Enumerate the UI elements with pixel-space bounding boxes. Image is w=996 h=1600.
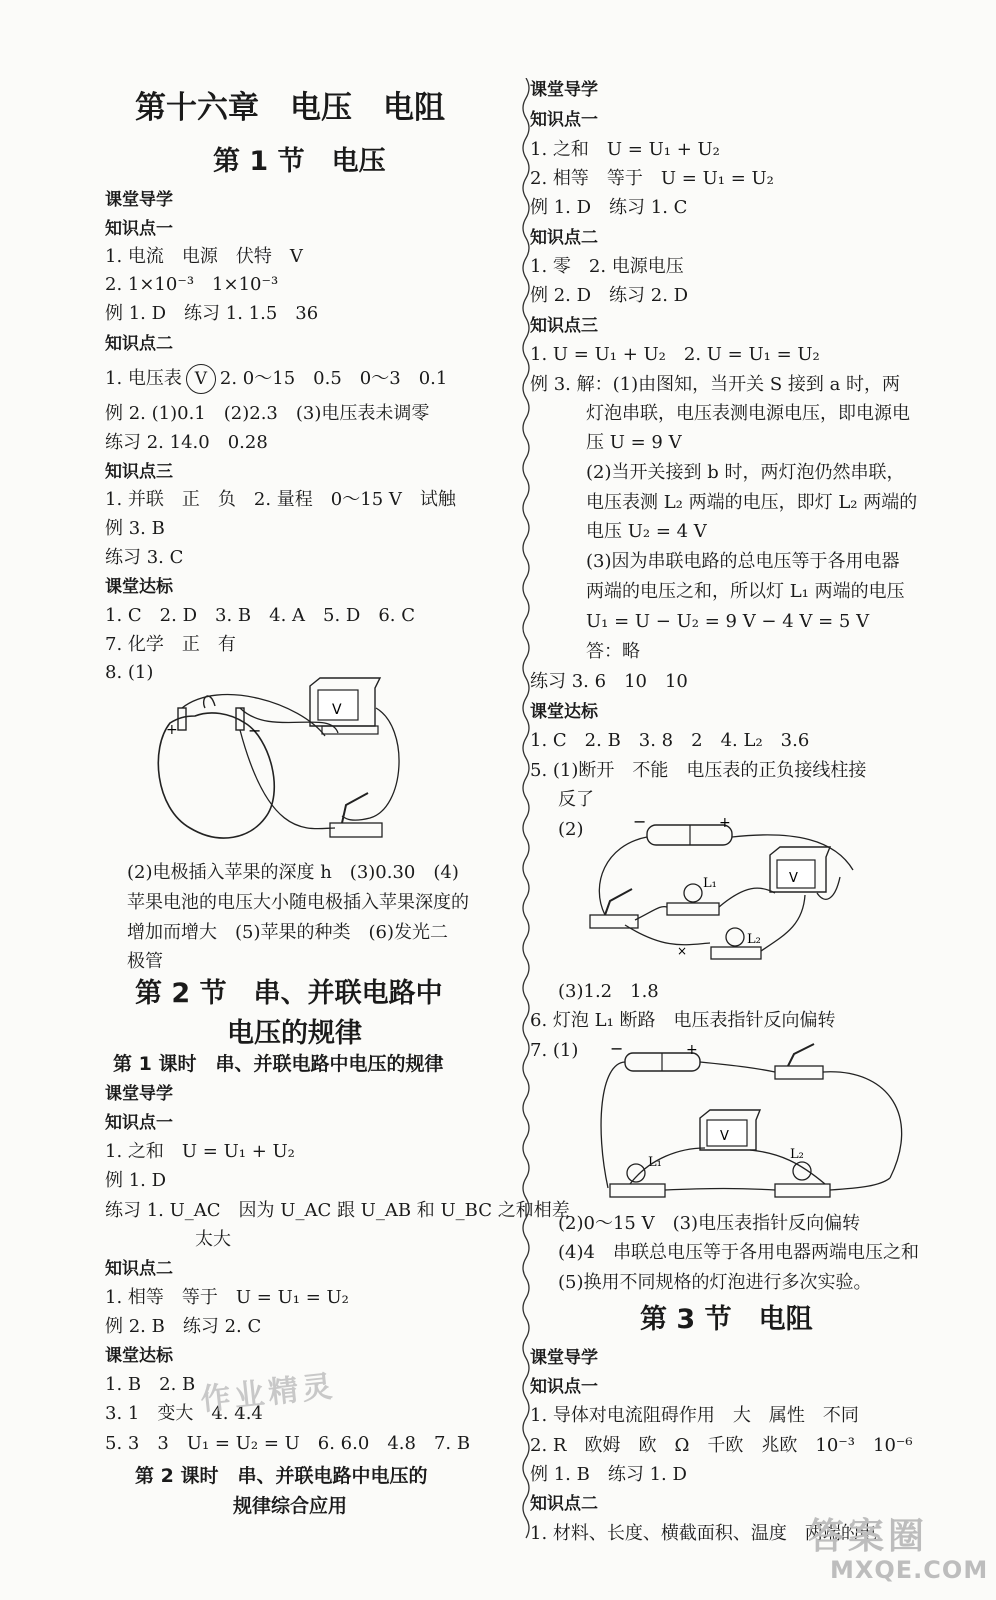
- plus-label: +: [719, 815, 731, 831]
- answer-line: 1. 并联 正 负 2. 量程 0～15 V 试触: [105, 489, 456, 510]
- answer-line: 两端的电压之和，所以灯 L₁ 两端的电压: [586, 581, 905, 602]
- answer-line: 例 3. 解：(1)由图知，当开关 S 接到 a 时，两: [530, 374, 901, 395]
- answer-line: 例 2. (1)0.1 (2)2.3 (3)电压表未调零: [105, 403, 430, 424]
- answer-line: (4)4 串联总电压等于各用电器两端电压之和: [558, 1242, 919, 1263]
- answer-text: 2. 0～15 0.5 0～3 0.1: [219, 368, 448, 389]
- answer-line: 6. 灯泡 L₁ 断路 电压表指针反向偏转: [530, 1010, 836, 1031]
- cross-mark: ×: [677, 944, 688, 958]
- answer-line: 例 1. D 练习 1. C: [530, 197, 688, 218]
- section-2-title: 第 2 节 串、并联电路中: [135, 978, 443, 1009]
- answer-line: 极管: [127, 951, 163, 972]
- plus-label: +: [686, 1042, 698, 1058]
- answer-line: 2. 相等 等于 U = U₁ = U₂: [530, 168, 774, 189]
- chapter-title: 第十六章 电压 电阻: [135, 90, 445, 126]
- l2-label: L₂: [747, 932, 761, 947]
- minus-label: −: [248, 721, 262, 740]
- heading: 知识点一: [530, 1377, 598, 1397]
- l2-label: L₂: [790, 1147, 804, 1162]
- heading: 课堂导学: [105, 190, 173, 210]
- answer-line: (3)因为串联电路的总电压等于各用电器: [586, 551, 900, 572]
- answer-line: 灯泡串联，电压表测电源电压，即电源电: [586, 403, 910, 424]
- lesson-title: 第 1 课时 串、并联电路中电压的规律: [113, 1053, 444, 1075]
- answer-line: 电压 U₂ = 4 V: [586, 521, 707, 542]
- answer-line: 增加而增大 (5)苹果的种类 (6)发光二: [127, 922, 448, 943]
- heading: 知识点二: [530, 228, 598, 248]
- voltmeter-v-label: V: [720, 1129, 729, 1144]
- answer-line: (5)换用不同规格的灯泡进行多次实验。: [558, 1272, 872, 1293]
- answer-line: 1. U = U₁ + U₂ 2. U = U₁ = U₂: [530, 344, 820, 365]
- watermark: 答案圈: [808, 1516, 929, 1557]
- answer-line: 例 1. B 练习 1. D: [530, 1464, 687, 1485]
- heading: 知识点三: [105, 462, 173, 482]
- heading: 知识点一: [530, 110, 598, 130]
- watermark: 作业精灵: [198, 1368, 338, 1418]
- heading: 课堂达标: [530, 702, 598, 722]
- heading: 知识点二: [530, 1494, 598, 1514]
- voltmeter-symbol-icon: V: [186, 364, 216, 394]
- watermark: MXQE.COM: [830, 1556, 989, 1584]
- voltmeter-v-label: V: [332, 702, 342, 718]
- answer-line: 答：略: [586, 641, 640, 662]
- answer-line: 例 3. B: [105, 518, 165, 539]
- section-2-title: 电压的规律: [227, 1018, 362, 1049]
- section-1-title: 第 1 节 电压: [213, 146, 386, 177]
- answer-line: 5. (1)断开 不能 电压表的正负接线柱接: [530, 760, 867, 781]
- heading: 知识点二: [105, 1259, 173, 1279]
- heading: 课堂达标: [105, 577, 173, 597]
- heading: 知识点二: [105, 334, 173, 354]
- answer-line: 例 2. B 练习 2. C: [105, 1316, 262, 1337]
- circuit-figure-5: [585, 815, 950, 975]
- answer-line: 5. 3 3 U₁ = U₂ = U 6. 6.0 4.8 7. B: [105, 1433, 471, 1454]
- heading: 知识点一: [105, 219, 173, 239]
- answer-line: 苹果电池的电压大小随电极插入苹果深度的: [127, 892, 469, 913]
- answer-line: U₁ = U − U₂ = 9 V − 4 V = 5 V: [586, 611, 870, 632]
- heading: 课堂导学: [530, 80, 598, 100]
- answer-line: 练习 1. U_AC 因为 U_AC 跟 U_AB 和 U_BC 之和相差: [105, 1200, 570, 1221]
- answer-line: 1. 之和 U = U₁ + U₂: [105, 1141, 295, 1162]
- answer-line: 例 1. D: [105, 1170, 167, 1191]
- minus-label: −: [633, 815, 647, 831]
- answer-line: (2)当开关接到 b 时，两灯泡仍然串联，: [586, 462, 905, 483]
- answer-line: 1. C 2. D 3. B 4. A 5. D 6. C: [105, 605, 416, 626]
- answer-line: (2)电极插入苹果的深度 h (3)0.30 (4): [127, 862, 459, 883]
- answer-line: 7. (1): [530, 1040, 579, 1061]
- answer-line: [105, 364, 447, 394]
- answer-line: (3)1.2 1.8: [558, 981, 659, 1002]
- answer-line: 1. 电流 电源 伏特 V: [105, 246, 303, 267]
- answer-line: 2. R 欧姆 欧 Ω 千欧 兆欧 10⁻³ 10⁻⁶: [530, 1435, 913, 1456]
- answer-line: 电压表测 L₂ 两端的电压，即灯 L₂ 两端的: [586, 492, 918, 513]
- l1-label: L₁: [703, 876, 717, 891]
- answer-line: 太大: [195, 1229, 231, 1250]
- heading: 课堂导学: [530, 1348, 598, 1368]
- heading: 知识点一: [105, 1113, 173, 1133]
- answer-line: 1. 相等 等于 U = U₁ = U₂: [105, 1287, 349, 1308]
- answer-line: 2. 1×10⁻³ 1×10⁻³: [105, 274, 279, 295]
- answer-line: 练习 2. 14.0 0.28: [105, 432, 268, 453]
- heading: 课堂导学: [105, 1084, 173, 1104]
- lesson-title: 第 2 课时 串、并联电路中电压的: [135, 1465, 428, 1487]
- lesson-title: 规律综合应用: [233, 1495, 348, 1517]
- answer-line: 3. 1 变大 4. 4.4: [105, 1403, 263, 1424]
- answer-line: (2)0～15 V (3)电压表指针反向偏转: [558, 1213, 861, 1234]
- l1-label: L₁: [648, 1155, 662, 1170]
- heading: 知识点三: [530, 316, 598, 336]
- answer-line: 反了: [558, 789, 594, 810]
- answer-line: 练习 3. 6 10 10: [530, 671, 688, 692]
- answer-line: 1. C 2. B 3. 8 2 4. L₂ 3.6: [530, 730, 810, 751]
- apple-battery-figure: [150, 668, 420, 856]
- answer-text: 1. 电压表: [105, 368, 182, 389]
- answer-line: 压 U = 9 V: [586, 432, 682, 453]
- answer-line: 1. 材料、长度、横截面积、温度 两端的电: [530, 1523, 877, 1544]
- answer-line: 例 1. D 练习 1. 1.5 36: [105, 303, 319, 324]
- answer-line: 例 2. D 练习 2. D: [530, 285, 689, 306]
- minus-label: −: [610, 1039, 624, 1058]
- section-3-title: 第 3 节 电阻: [640, 1304, 813, 1335]
- answer-line: 练习 3. C: [105, 547, 184, 568]
- answer-line: 8. (1): [105, 662, 154, 683]
- answer-line: 1. 零 2. 电源电压: [530, 256, 684, 277]
- answer-line: 1. B 2. B: [105, 1374, 196, 1395]
- voltmeter-v-label: V: [789, 871, 798, 886]
- plus-label: +: [166, 722, 178, 738]
- circuit-figure-7: [590, 1038, 950, 1208]
- answer-line: (2): [558, 819, 584, 840]
- answer-line: 7. 化学 正 有: [105, 634, 236, 655]
- answer-line: 1. 导体对电流阻碍作用 大 属性 不同: [530, 1405, 859, 1426]
- answer-line: 1. 之和 U = U₁ + U₂: [530, 139, 720, 160]
- heading: 课堂达标: [105, 1346, 173, 1366]
